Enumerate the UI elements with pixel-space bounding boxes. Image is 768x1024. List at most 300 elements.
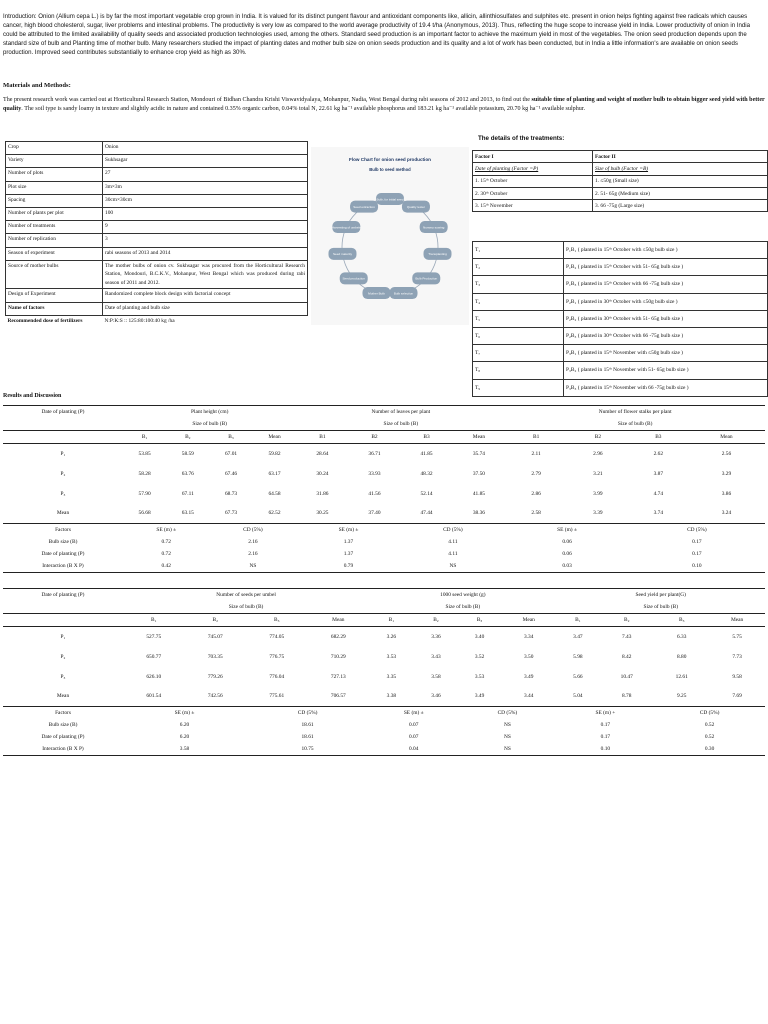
column-header: B₂ bbox=[414, 614, 459, 627]
column-header: B2 bbox=[348, 431, 400, 444]
stats-header-row bbox=[3, 524, 765, 537]
treatment-description: P₃B₃ ( planted in 15ᵗʰ November with 66 -75g bulb size ) bbox=[564, 379, 768, 396]
experiment-key: Number of treatments bbox=[6, 221, 103, 234]
column-header: B₂ bbox=[166, 431, 209, 444]
flow-node-label: Seed production bbox=[342, 276, 365, 281]
stats-label: Interaction (B X P) bbox=[3, 743, 123, 756]
data-cell: 30.25 bbox=[296, 504, 348, 524]
data-cell: 601.54 bbox=[123, 687, 185, 707]
data-cell: 37.50 bbox=[472, 470, 485, 477]
data-cell: 8.80 bbox=[677, 653, 687, 660]
data-cell: 3.21 bbox=[593, 470, 603, 477]
flow-node bbox=[412, 272, 440, 284]
methods-heading: Materials and Methods: bbox=[3, 82, 71, 89]
factor-table bbox=[472, 150, 768, 212]
flow-nodes bbox=[328, 193, 451, 299]
stats-label: Date of planting (P) bbox=[41, 551, 85, 557]
column-header: B₁ bbox=[557, 614, 600, 627]
results-table-seed bbox=[3, 588, 765, 756]
factor2-item: 1. ≤50g (Small size) bbox=[593, 175, 768, 187]
stats-cell: 0.17 bbox=[600, 722, 611, 728]
group-header: Number of flower stalks per plant bbox=[505, 406, 765, 419]
flow-node bbox=[340, 272, 368, 284]
treatment-description: P₃B₁ ( planted in 15ᵗʰ November with ≤50g bulb size ) bbox=[564, 345, 768, 362]
treatment-row bbox=[473, 327, 768, 344]
data-cell: 63.15 bbox=[166, 504, 209, 524]
data-cell: 67.46 bbox=[224, 470, 238, 477]
stats-label: Bulb size (B) bbox=[48, 539, 78, 545]
results-table-growth bbox=[3, 405, 765, 573]
flow-node bbox=[332, 221, 362, 233]
size-label: Size of bulb (B) bbox=[192, 421, 227, 427]
stats-column-header: SE (m) ± bbox=[403, 710, 424, 716]
data-cell: 775.61 bbox=[246, 687, 308, 707]
stats-cell: 1.37 bbox=[343, 539, 354, 545]
flow-node-label: Seed extraction bbox=[353, 204, 375, 209]
treatment-id: T₆ bbox=[473, 327, 564, 344]
stats-cell: 4.11 bbox=[448, 551, 458, 557]
data-cell: 742.56 bbox=[185, 687, 247, 707]
data-cell: 41.85 bbox=[472, 490, 485, 497]
data-cell: 3.35 bbox=[386, 673, 397, 680]
data-cell: 3.58 bbox=[431, 673, 441, 680]
stats-cell: 0.07 bbox=[408, 734, 419, 740]
flow-node-label: Harvesting of umbels bbox=[331, 225, 361, 230]
row-label: P₂ bbox=[60, 470, 66, 477]
stats-cell: NS bbox=[209, 560, 296, 573]
data-cell: 9.58 bbox=[732, 673, 742, 680]
data-cell: 5.98 bbox=[573, 653, 583, 660]
stats-column-header: CD (5%) bbox=[687, 527, 707, 533]
experiment-value: N:P:K:S :: 125:80:100:40 kg /ha bbox=[104, 317, 175, 324]
data-cell: 30.24 bbox=[316, 470, 329, 477]
column-header: B₁ bbox=[123, 614, 185, 627]
stats-cell: 0.42 bbox=[123, 560, 209, 573]
stats-label: Bulb size (B) bbox=[48, 722, 78, 728]
treatment-id: T₃ bbox=[473, 276, 564, 293]
treatment-id: T₇ bbox=[473, 345, 564, 362]
experiment-value: The mother bulbs of onion cv. Sukhsagar was procured from the Horticultural Research Station, Mondouri, B.C.K.V., Mohanpur, West Bengal which was produced during rabi season of 2011 and 2012. bbox=[103, 260, 308, 289]
column-header: B₂ bbox=[185, 614, 247, 627]
data-cell: 7.43 bbox=[622, 633, 632, 640]
data-row bbox=[3, 687, 765, 707]
flow-node-label: Transplanting bbox=[428, 252, 447, 257]
group-header-row bbox=[3, 406, 765, 419]
experiment-row bbox=[6, 315, 308, 328]
factor2-subhead: Size of bulb (Factor =B) bbox=[593, 163, 768, 175]
data-cell: 774.05 bbox=[269, 633, 285, 640]
data-cell: 3.53 bbox=[474, 673, 485, 680]
column-header: B3 bbox=[401, 431, 453, 444]
data-cell: 710.29 bbox=[330, 653, 346, 660]
flow-node bbox=[328, 248, 356, 260]
size-label: Size of bulb (B) bbox=[643, 604, 679, 610]
column-header: Mean bbox=[709, 614, 765, 627]
stats-cell: NS bbox=[503, 734, 511, 740]
data-cell: 67.01 bbox=[224, 450, 238, 457]
experiment-value: 100 bbox=[103, 207, 308, 220]
column-header: B1 bbox=[505, 431, 567, 444]
experiment-details-table bbox=[5, 141, 308, 328]
data-cell: 650.77 bbox=[146, 653, 162, 660]
treatment-row bbox=[473, 276, 768, 293]
data-cell: 63.17 bbox=[268, 470, 281, 477]
data-cell: 56.68 bbox=[123, 504, 166, 524]
data-cell: 37.40 bbox=[348, 504, 400, 524]
stats-cell: 0.17 bbox=[692, 539, 702, 545]
flow-node-label: Bulb Production bbox=[415, 276, 438, 281]
data-cell: 3.86 bbox=[721, 490, 732, 497]
blank-cell bbox=[3, 431, 123, 444]
row-label: P₁ bbox=[60, 633, 66, 640]
data-cell: 33.93 bbox=[368, 470, 381, 477]
data-cell: 63.76 bbox=[181, 470, 194, 477]
data-cell: 3.74 bbox=[629, 504, 688, 524]
experiment-value: Onion bbox=[103, 142, 308, 155]
factor2-head: Factor II bbox=[593, 151, 768, 163]
stats-row bbox=[3, 548, 765, 560]
data-cell: 745.07 bbox=[207, 633, 223, 640]
experiment-key: Variety bbox=[6, 155, 103, 168]
stats-column-header: CD (5%) bbox=[497, 710, 518, 716]
data-cell: 68.73 bbox=[224, 490, 238, 497]
stats-cell: 10.75 bbox=[246, 743, 369, 756]
stats-cell: 0.17 bbox=[600, 734, 611, 740]
treatment-row bbox=[473, 362, 768, 379]
data-cell: 3.99 bbox=[593, 490, 603, 497]
column-header: B3 bbox=[629, 431, 688, 444]
data-cell: 41.85 bbox=[420, 450, 433, 457]
row-label: Mean bbox=[3, 504, 123, 524]
data-cell: 41.56 bbox=[368, 490, 381, 497]
data-cell: 58.28 bbox=[138, 470, 151, 477]
experiment-value: rabi seasons of 2013 and 2014 bbox=[103, 247, 308, 260]
flow-node bbox=[376, 193, 404, 205]
treatment-id: T₅ bbox=[473, 310, 564, 327]
data-cell: 3.52 bbox=[474, 653, 485, 660]
stats-header-row bbox=[3, 707, 765, 720]
data-cell: 3.44 bbox=[501, 687, 557, 707]
column-header: B₁ bbox=[123, 431, 166, 444]
experiment-value: 3m×3m bbox=[103, 181, 308, 194]
data-cell: 52.14 bbox=[420, 490, 433, 497]
treatment-row bbox=[473, 259, 768, 276]
stats-column-header: CD (5%) bbox=[443, 527, 463, 533]
data-cell: 3.38 bbox=[369, 687, 414, 707]
row-header: Date of planting (P) bbox=[3, 406, 123, 419]
experiment-value: 9 bbox=[103, 221, 308, 234]
data-cell: 2.62 bbox=[653, 450, 664, 457]
introduction-paragraph: Introduction: Onion (Allium cepa L.) is by far the most important vegetable crop grown in India. It is valued for its distinct pungent flavour and antioxidant components like, allicin, allinthiosulfates and sulphites etc. present in onion helps fighting against free radicals which causes cancer, high blood cholesterol, sugar, liver problems and intestinal problems. The productivity is very low as compared to the world average productivity of 19.4 t/ha (Anonymous, 2013). Thus, reflecting the huge scope to increase yield in India. Lower productivity of onion in India could be attributed to the limited availability of quality seeds and associated production technologies used, among the others. Standard seed production is an important factor to achieve the maximum yield in most of the vegetables. The onion seed production depends upon the standard size of bulb and Planting time of mother bulb. Many researchers studied the impact of planting dates and mother bulb size on onion seeds production and its quality and a lot of work has been conducted, but in India a little information's are available on onion seeds production. Improved seed contributes substantially to enhance crop yield as high as 30%. bbox=[3, 13, 751, 57]
flow-node-label: Seed maturity bbox=[332, 252, 353, 257]
flow-node bbox=[424, 248, 452, 260]
size-label: Size of bulb (B) bbox=[228, 604, 264, 610]
group-header: Seed yield per plant(G) bbox=[557, 589, 765, 602]
stats-cell: NS bbox=[503, 722, 511, 728]
treatment-row bbox=[473, 293, 768, 310]
data-cell: 67.11 bbox=[181, 490, 194, 497]
experiment-key: Design of Experiment bbox=[6, 289, 103, 302]
data-cell: 2.79 bbox=[531, 470, 541, 477]
data-cell: 3.40 bbox=[474, 633, 485, 640]
data-cell: 626.10 bbox=[146, 673, 162, 680]
data-cell: 706.57 bbox=[308, 687, 370, 707]
sub-header-row bbox=[3, 614, 765, 627]
data-cell: 53.85 bbox=[138, 450, 151, 457]
flow-node-label: Mother Bulb bbox=[368, 291, 385, 296]
treatment-row bbox=[473, 242, 768, 259]
experiment-row bbox=[6, 260, 308, 289]
stats-cell: 2.16 bbox=[248, 539, 258, 545]
stats-cell: 6.20 bbox=[179, 722, 190, 728]
experiment-key: Source of mother bulbs bbox=[6, 260, 103, 289]
data-cell: 10.47 bbox=[620, 673, 633, 680]
treatment-id: T₁ bbox=[473, 242, 564, 259]
stats-cell: 6.20 bbox=[179, 734, 190, 740]
experiment-row bbox=[6, 181, 308, 194]
experiment-row bbox=[6, 234, 308, 247]
size-header-row bbox=[3, 601, 765, 614]
treatment-list-table bbox=[472, 241, 768, 397]
treatment-id: T₉ bbox=[473, 379, 564, 396]
data-cell: 776.04 bbox=[269, 673, 285, 680]
column-header: B₃ bbox=[209, 431, 252, 444]
blank-cell bbox=[3, 614, 123, 627]
data-cell: 62.52 bbox=[253, 504, 297, 524]
data-cell: 527.75 bbox=[146, 633, 162, 640]
sub-header-row bbox=[3, 431, 765, 444]
stats-cell: 0.17 bbox=[692, 551, 702, 557]
data-cell: 779.26 bbox=[207, 673, 223, 680]
factor1-item: 2. 30ᵗʰ October bbox=[473, 187, 593, 199]
size-label: Size of bulb (B) bbox=[383, 421, 419, 427]
data-cell: 727.13 bbox=[330, 673, 346, 680]
group-header: 1000 seed weight (g) bbox=[369, 589, 556, 602]
data-cell: 57.90 bbox=[138, 490, 151, 497]
group-header: Number of leaves per plant bbox=[296, 406, 505, 419]
stats-column-header: SE (m) ± bbox=[338, 527, 359, 533]
treatment-description: P₂B₃ ( planted in 30ᵗʰ October with 66 -75g bulb size ) bbox=[564, 327, 768, 344]
column-header: B₃ bbox=[246, 614, 308, 627]
data-row bbox=[3, 464, 765, 484]
data-cell: 28.64 bbox=[316, 450, 329, 457]
column-header: Mean bbox=[453, 431, 506, 444]
experiment-value: Sukhsagar bbox=[103, 155, 308, 168]
column-header: B₂ bbox=[599, 614, 654, 627]
methods-objective: suitable time of planting and weight of mother bulb to obtain bigger seed yield with better quality bbox=[3, 97, 765, 112]
data-cell: 64.58 bbox=[268, 490, 281, 497]
flow-node bbox=[402, 201, 430, 213]
flow-node-label: Bulb, for initial seed bbox=[376, 197, 404, 202]
flow-node bbox=[362, 287, 390, 299]
flow-node-label: Nursery sowing bbox=[422, 225, 445, 230]
data-cell: 5.75 bbox=[732, 633, 742, 640]
stats-cell: 0.52 bbox=[704, 722, 715, 728]
treatment-row bbox=[473, 345, 768, 362]
experiment-row bbox=[6, 207, 308, 220]
experiment-row bbox=[6, 247, 308, 260]
column-header: Mean bbox=[501, 614, 557, 627]
stats-column-header: CD (5%) bbox=[699, 710, 720, 716]
experiment-row bbox=[6, 221, 308, 234]
stats-cell: 0.52 bbox=[704, 734, 715, 740]
stats-cell: 2.16 bbox=[248, 551, 258, 557]
data-cell: 2.86 bbox=[531, 490, 541, 497]
experiment-key: Number of replication bbox=[6, 234, 103, 247]
flow-chart-title: Flow Chart for onion seed production bbox=[349, 157, 431, 162]
factor1-subhead: Date of planting (Factor =P) bbox=[473, 163, 593, 175]
data-cell: 3.26 bbox=[386, 633, 397, 640]
data-cell: 3.47 bbox=[573, 633, 583, 640]
experiment-value: Randomized complete block design with factorial concept bbox=[103, 289, 308, 302]
experiment-key: Name of factors bbox=[6, 302, 103, 315]
blank-cell bbox=[3, 418, 123, 431]
data-cell: 5.04 bbox=[557, 687, 600, 707]
row-label: P₃ bbox=[60, 490, 66, 497]
row-label: P₃ bbox=[60, 673, 66, 680]
data-cell: 2.56 bbox=[721, 450, 732, 457]
stats-column-header: SE (m) + bbox=[595, 710, 616, 716]
data-cell: 3.43 bbox=[431, 653, 441, 660]
experiment-key: Crop bbox=[6, 142, 103, 155]
data-cell: 31.86 bbox=[316, 490, 329, 497]
stats-cell: 18.61 bbox=[301, 722, 314, 728]
stats-label: Date of planting (P) bbox=[41, 734, 85, 740]
data-cell: 38.36 bbox=[453, 504, 506, 524]
data-row bbox=[3, 444, 765, 464]
data-cell: 3.49 bbox=[458, 687, 501, 707]
data-cell: 8.42 bbox=[622, 653, 632, 660]
treatment-description: P₁B₂ ( planted in 15ᵗʰ October with 51- 65g bulb size ) bbox=[564, 259, 768, 276]
stats-cell: 0.10 bbox=[629, 560, 765, 573]
factor1-item: 1. 15ᵗʰ October bbox=[473, 175, 593, 187]
data-cell: 6.33 bbox=[677, 633, 687, 640]
data-cell: 9.25 bbox=[654, 687, 709, 707]
data-row bbox=[3, 647, 765, 667]
flow-chart-svg bbox=[311, 147, 469, 325]
treatment-row bbox=[473, 310, 768, 327]
treatment-description: P₁B₃ ( planted in 15ᵗʰ October with 66 -75g bulb size ) bbox=[564, 276, 768, 293]
stats-cell: 1.37 bbox=[343, 551, 354, 557]
row-label: Mean bbox=[3, 687, 123, 707]
flow-chart-subtitle: Bulb to seed method bbox=[369, 167, 411, 172]
data-cell: 2.11 bbox=[531, 450, 541, 457]
stats-cell: 0.04 bbox=[369, 743, 458, 756]
data-cell: 2.58 bbox=[505, 504, 567, 524]
stats-column-header: SE (m) ± bbox=[557, 527, 577, 533]
flow-node bbox=[420, 221, 448, 233]
size-header-row bbox=[3, 418, 765, 431]
stats-cell: 3.58 bbox=[123, 743, 246, 756]
stats-row bbox=[3, 536, 765, 548]
stats-cell: 0.79 bbox=[296, 560, 400, 573]
methods-text-start: The present research work was carried out at Horticultural Research Station, Mondouri of Bidhan Chandra Krishi Viswavidyalaya, Mohanpur, Nadia, West Bengal during rabi seasons of 2012 and 2013, to find out the bbox=[3, 97, 532, 103]
data-cell: 682.29 bbox=[330, 633, 346, 640]
data-cell: 3.39 bbox=[567, 504, 629, 524]
experiment-row bbox=[6, 194, 308, 207]
row-header: Date of planting (P) bbox=[3, 589, 123, 602]
data-cell: 3.53 bbox=[386, 653, 397, 660]
experiment-row bbox=[6, 168, 308, 181]
column-header: B₁ bbox=[369, 614, 414, 627]
size-label: Size of bulb (B) bbox=[445, 604, 481, 610]
treatment-description: P₃B₂ ( planted in 15ᵗʰ November with 51- 65g bulb size ) bbox=[564, 362, 768, 379]
flow-node bbox=[390, 287, 418, 299]
experiment-key: Plot size bbox=[6, 181, 103, 194]
data-cell: 703.35 bbox=[207, 653, 223, 660]
experiment-key: Number of plants per plot bbox=[6, 207, 103, 220]
stats-cell: NS bbox=[401, 560, 506, 573]
column-header: Mean bbox=[308, 614, 370, 627]
stats-row bbox=[3, 560, 765, 573]
factor1-head: Factor I bbox=[473, 151, 593, 163]
group-header-row bbox=[3, 589, 765, 602]
data-cell: 58.59 bbox=[181, 450, 194, 457]
stats-cell: 0.72 bbox=[161, 551, 171, 557]
data-cell: 3.87 bbox=[653, 470, 664, 477]
stats-cell: 0.06 bbox=[562, 551, 572, 557]
treatment-id: T₈ bbox=[473, 362, 564, 379]
blank-cell bbox=[3, 601, 123, 614]
data-cell: 35.74 bbox=[472, 450, 485, 457]
stats-cell: 0.03 bbox=[505, 560, 629, 573]
data-cell: 776.75 bbox=[269, 653, 285, 660]
experiment-key: Spacing bbox=[6, 194, 103, 207]
stats-header: Factors bbox=[55, 527, 71, 533]
flow-node-label: Quality tester bbox=[406, 204, 426, 209]
data-cell: 7.73 bbox=[732, 653, 742, 660]
column-header: B1 bbox=[296, 431, 348, 444]
experiment-value: 3 bbox=[103, 234, 308, 247]
experiment-key: Season of experiment bbox=[6, 247, 103, 260]
treatment-description: P₂B₁ ( planted in 30ᵗʰ October with ≤50g bulb size ) bbox=[564, 293, 768, 310]
data-cell: 3.50 bbox=[524, 653, 534, 660]
data-cell: 2.96 bbox=[593, 450, 603, 457]
data-cell: 3.24 bbox=[688, 504, 765, 524]
experiment-key: Recommended dose of fertilizers bbox=[7, 317, 83, 324]
data-cell: 48.32 bbox=[420, 470, 433, 477]
data-cell: 67.73 bbox=[209, 504, 252, 524]
stats-cell: 4.11 bbox=[448, 539, 458, 545]
experiment-row bbox=[6, 142, 308, 155]
treatment-description: P₂B₂ ( planted in 30ᵗʰ October with 51- 65g bulb size ) bbox=[564, 310, 768, 327]
experiment-key: Number of plots bbox=[6, 168, 103, 181]
treatment-description: P₁B₁ ( planted in 15ᵗʰ October with ≤50g bulb size ) bbox=[564, 242, 768, 259]
data-cell: 5.66 bbox=[573, 673, 583, 680]
row-label: P₂ bbox=[60, 653, 66, 660]
stats-cell: 18.61 bbox=[301, 734, 314, 740]
stats-row bbox=[3, 731, 765, 743]
treatment-id: T₂ bbox=[473, 259, 564, 276]
stats-column-header: SE (m) ± bbox=[174, 710, 195, 716]
data-cell: 3.46 bbox=[414, 687, 459, 707]
methods-paragraph bbox=[3, 96, 765, 113]
column-header: B₃ bbox=[654, 614, 709, 627]
stats-column-header: CD (5%) bbox=[297, 710, 318, 716]
treatments-title: The details of the treatments: bbox=[478, 135, 565, 142]
results-heading: Results and Discussion bbox=[3, 393, 62, 399]
column-header: Mean bbox=[688, 431, 765, 444]
data-cell: 59.82 bbox=[268, 450, 281, 457]
column-header: B₃ bbox=[458, 614, 501, 627]
flow-node-label: Bulb selection bbox=[393, 291, 414, 296]
stats-label: Interaction (B X P) bbox=[3, 560, 123, 573]
group-header: Plant height (cm) bbox=[123, 406, 296, 419]
stats-cell: NS bbox=[458, 743, 556, 756]
stats-cell: 0.30 bbox=[654, 743, 765, 756]
factor2-item: 2. 51- 65g (Medium size) bbox=[593, 187, 768, 199]
data-cell: 3.34 bbox=[524, 633, 534, 640]
